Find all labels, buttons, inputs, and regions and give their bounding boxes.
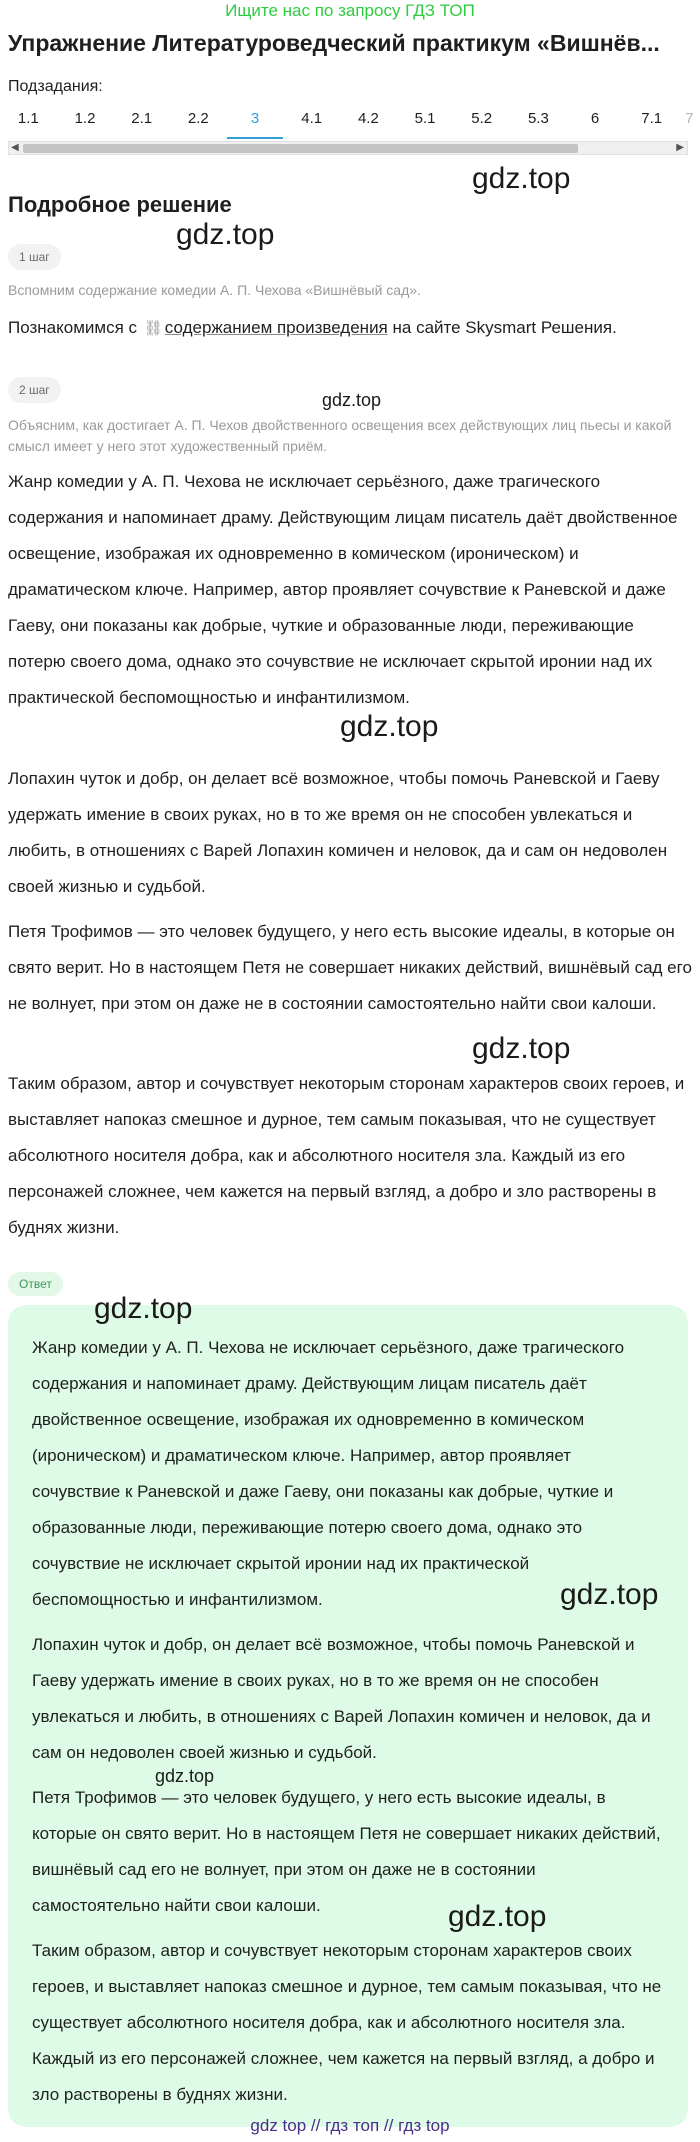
watermark: gdz.top [472, 162, 571, 195]
subtasks-tabs [0, 103, 700, 139]
watermark: gdz.top [448, 1900, 547, 1933]
solution-paragraph: Лопахин чуток и добр, он делает всё возможное, чтобы помочь Раневской и Гаеву удержать имение в своих руках, но в то же время он не способен увлекаться и любить, в отношениях с Варей Лопахин комичен и неловок, да и сам он недоволен своей жизнью и судьбой. [8, 769, 668, 896]
subtask-tab[interactable]: 1.1 [17, 110, 39, 127]
subtasks-label: Подзадания: [8, 78, 103, 95]
link-icon: ⛓ [143, 320, 163, 337]
watermark: gdz.top [472, 1032, 571, 1065]
subtask-tab[interactable]: 1.2 [74, 110, 96, 127]
watermark: gdz.top [176, 218, 275, 251]
scroll-left-arrow-icon[interactable]: ◀ [11, 142, 19, 153]
answer-paragraph: Петя Трофимов — это человек будущего, у него есть высокие идеалы, в которые он свято верит. Но в настоящем Петя не совершает никаких действий, вишнёвый сад его не волнует, при этом он даже не в состоянии самостоятельно найти свои калоши. [32, 1788, 661, 1915]
subtask-tab[interactable]: 2.2 [187, 110, 209, 127]
scroll-thumb[interactable] [23, 144, 578, 153]
answer-paragraph: Таким образом, автор и сочувствует некоторым сторонам характеров своих героев, и выставляет напоказ смешное и дурное, тем самым показывая, что не существует абсолютного носителя добра, как и абсолютного носителя зла. Каждый из его персонажей сложнее, чем кажется на первый взгляд, а добро и зло растворены в буднях жизни. [32, 1941, 662, 2104]
subtask-tab[interactable]: 5.3 [527, 110, 549, 127]
subtask-tab[interactable]: 2.1 [131, 110, 153, 127]
solution-paragraph: Петя Трофимов — это человек будущего, у него есть высокие идеалы, в которые он свято верит. Но в настоящем Петя не совершает никаких действий, вишнёвый сад его не волнует, при этом он даже не в состоянии самостоятельно найти свои калоши. [8, 922, 692, 1013]
watermark: gdz.top [560, 1578, 659, 1611]
answer-paragraph: Лопахин чуток и добр, он делает всё возможное, чтобы помочь Раневской и Гаеву удержать имение в своих руках, но в то же время он не способен увлекаться и любить, в отношениях с Варей Лопахин комичен и неловок, да и сам он недоволен своей жизнью и судьбой. [32, 1635, 651, 1762]
subtask-tab[interactable]: 5.2 [471, 110, 493, 127]
subtask-tab-active[interactable]: 3 [227, 103, 284, 139]
step-badge: 1 шаг [8, 244, 61, 270]
answer-paragraph: Жанр комедии у А. П. Чехова не исключает серьёзного, даже трагического содержания и напоминает драму. Действующим лицам писатель даёт двойственное освещение, изображая их одновременно в комическом (ироническом) и драматическом ключе. Например, автор проявляет сочувствие к Раневской и даже Гаеву, они показаны как добрые, чуткие и образованные люди, переживающие потерю своего дома, однако это сочувствие не исключает скрытой иронии над их практической беспомощностью и инфантилизмом. [32, 1338, 625, 1609]
watermark: gdz.top [340, 710, 439, 743]
subtask-tab[interactable]: 7.1 [641, 110, 663, 127]
subtask-tab[interactable]: 5.1 [414, 110, 436, 127]
watermark: gdz.top [94, 1292, 193, 1325]
subtask-tab[interactable]: 6 [590, 110, 600, 127]
horizontal-scrollbar[interactable] [8, 141, 688, 155]
watermark: gdz.top [155, 1766, 215, 1786]
footer: gdz top // гдз топ // гдз top [250, 2116, 450, 2135]
scroll-right-arrow-icon[interactable]: ▶ [676, 142, 684, 153]
solution-title: Подробное решение [8, 192, 232, 217]
page-title: Упражнение Литературоведческий практикум «Вишнёв... [8, 30, 660, 56]
subtask-tab[interactable]: 4.1 [301, 110, 323, 127]
top-banner: Ищите нас по запросу ГДЗ ТОП [225, 1, 475, 20]
step-badge: 2 шаг [8, 377, 61, 403]
watermark: gdz.top [322, 390, 382, 410]
link-suffix: на сайте Skysmart Решения. [392, 318, 617, 337]
step-description: Вспомним содержание комедии А. П. Чехова «Вишнёвый сад». [8, 282, 421, 298]
link-prefix: Познакомимся с [8, 318, 138, 337]
content-link[interactable]: содержанием произведения [164, 318, 388, 337]
solution-paragraph: Жанр комедии у А. П. Чехова не исключает серьёзного, даже трагического содержания и напоминает драму. Действующим лицам писатель даёт двойственное освещение, изображая их одновременно в комическом (ироническом) и драматическом ключе. Например, автор проявляет сочувствие к Раневской и даже Гаеву, они показаны как добрые, чуткие и образованные люди, переживающие потерю своего дома, однако это сочувствие не исключает скрытой иронии над их практической беспомощностью и инфантилизмом. [8, 472, 678, 707]
answer-badge: Ответ [8, 1272, 63, 1296]
subtask-tab-partial[interactable]: 7 [685, 110, 694, 127]
solution-paragraph: Таким образом, автор и сочувствует некоторым сторонам характеров своих героев, и выставляет напоказ смешное и дурное, тем самым показывая, что не существует абсолютного носителя добра, как и абсолютного носителя зла. Каждый из его персонажей сложнее, чем кажется на первый взгляд, а добро и зло растворены в буднях жизни. [8, 1074, 685, 1237]
subtask-tab[interactable]: 4.2 [357, 110, 379, 127]
link-line [8, 316, 617, 341]
step-description: Объясним, как достигает А. П. Чехов двойственного освещения всех действующих лиц пьесы и какой смысл имеет у него этот художественный приём. [8, 417, 672, 454]
